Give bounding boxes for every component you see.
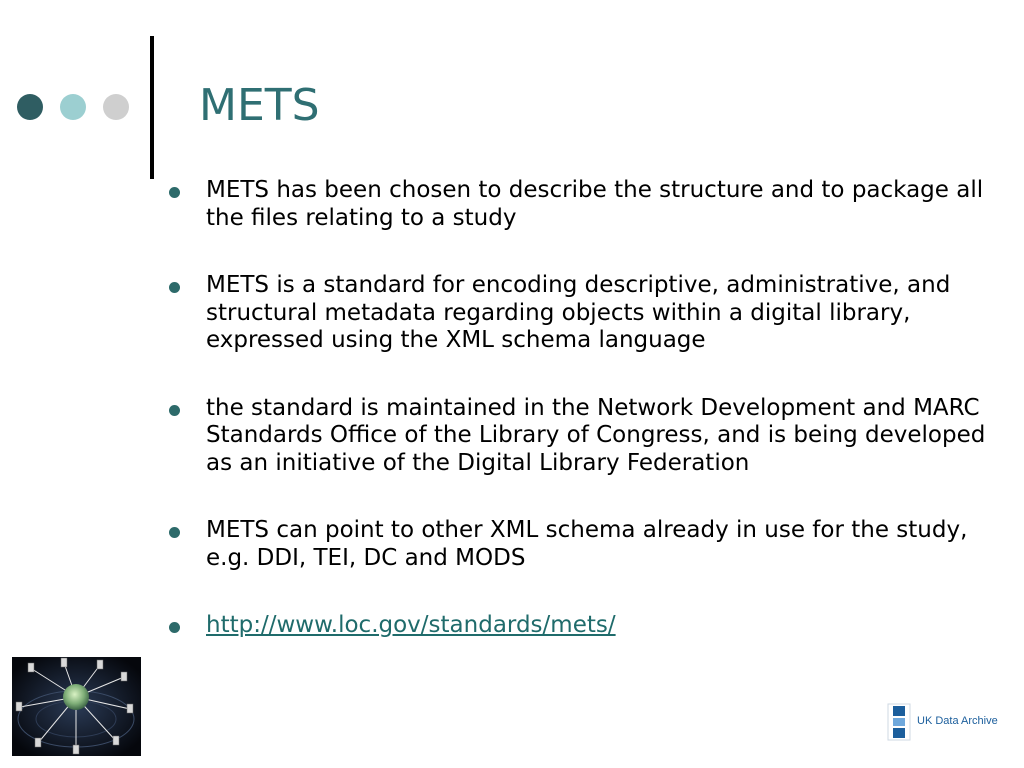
bullet-icon <box>169 405 180 416</box>
bullet-icon <box>169 282 180 293</box>
decorative-dot-dark <box>17 94 43 120</box>
uk-data-archive-logo-icon <box>887 700 911 746</box>
bullet-item <box>168 177 988 232</box>
bullet-text: METS is a standard for encoding descriptive, administrative, and structural metadata regarding objects within a digital library, expressed using the XML schema language <box>206 272 951 353</box>
bullet-icon <box>169 187 180 198</box>
bullet-item <box>168 395 988 478</box>
network-image <box>12 657 141 756</box>
bullet-text: the standard is maintained in the Network Development and MARC Standards Office of the Library of Congress, and is being developed as an initiative of the Digital Library Federation <box>206 394 986 476</box>
logo-text: UK Data Archive <box>917 715 998 727</box>
mets-link[interactable]: http://www.loc.gov/standards/mets/ <box>206 612 616 638</box>
title-divider <box>150 36 154 179</box>
bullet-item <box>168 517 988 572</box>
uk-data-archive-logo <box>887 700 1007 746</box>
network-globe-icon <box>12 657 141 756</box>
slide-title: METS <box>199 80 320 131</box>
bullet-item <box>168 612 988 640</box>
bullet-list <box>168 177 988 680</box>
bullet-icon <box>169 527 180 538</box>
bullet-item <box>168 272 988 355</box>
decorative-dot-light <box>60 94 86 120</box>
bullet-icon <box>169 622 180 633</box>
bullet-text: METS can point to other XML schema already in use for the study, e.g. DDI, TEI, DC and MODS <box>206 517 968 571</box>
decorative-dot-gray <box>103 94 129 120</box>
bullet-text: METS has been chosen to describe the structure and to package all the files relating to a study <box>206 177 984 231</box>
